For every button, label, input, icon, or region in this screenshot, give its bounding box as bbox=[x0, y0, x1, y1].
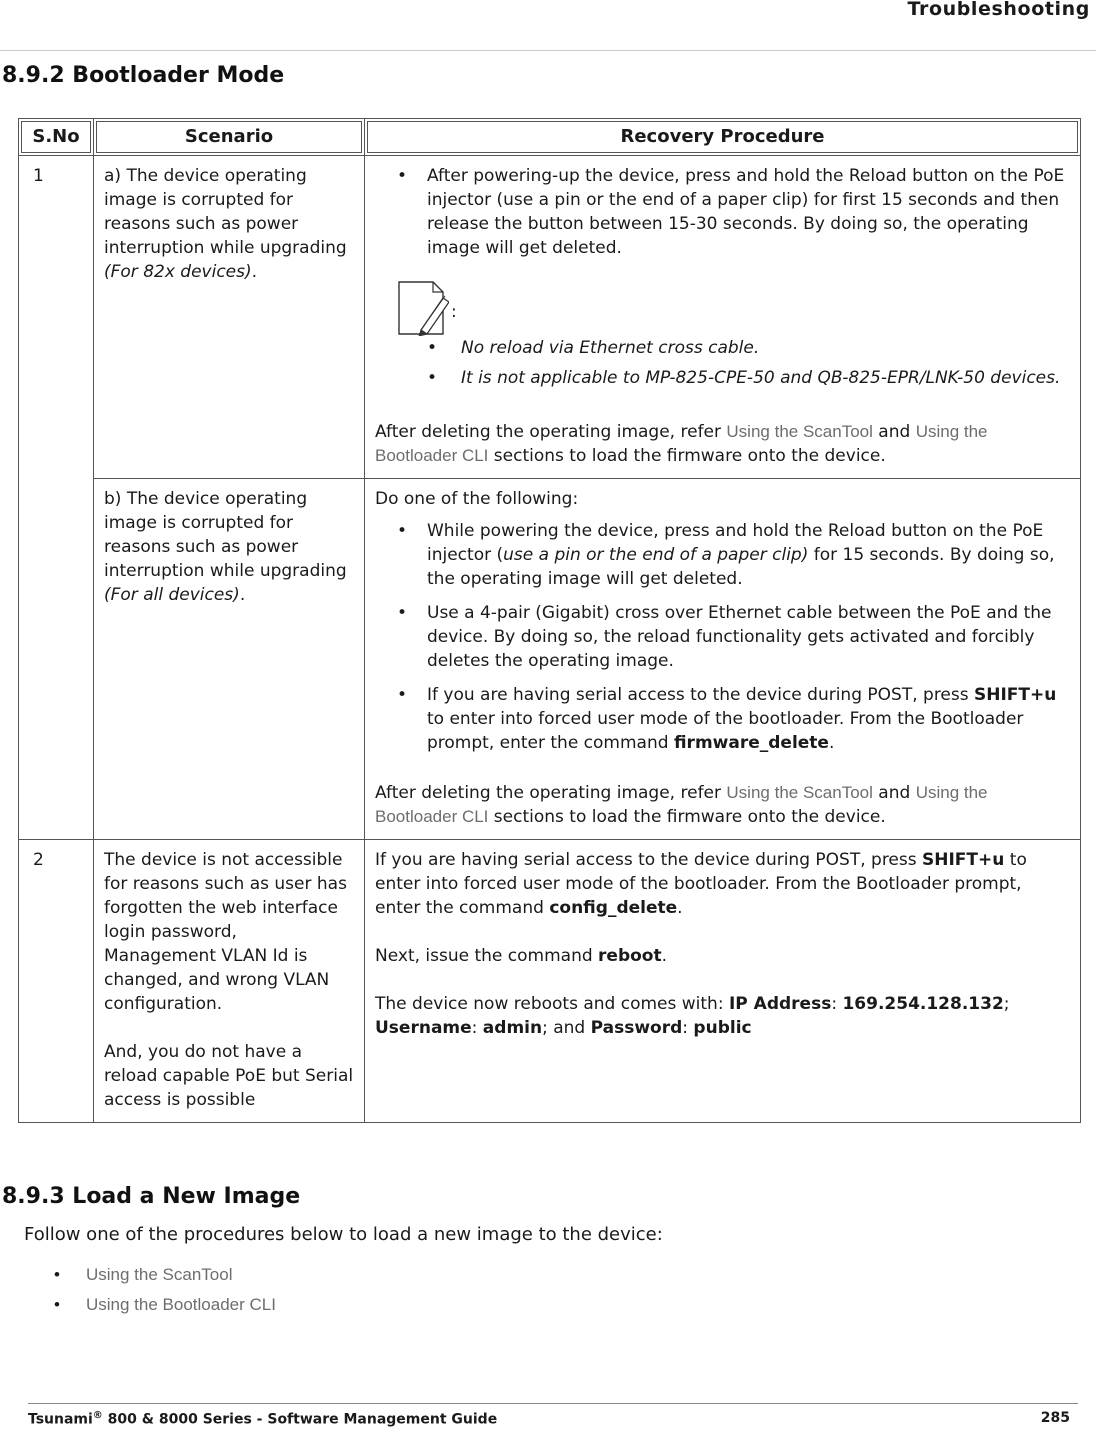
scenario-text: And, you do not have a reload capable PoE but Serial access is possible bbox=[104, 1042, 354, 1110]
text: : bbox=[831, 994, 843, 1014]
text: . bbox=[661, 946, 668, 966]
username-value: admin bbox=[482, 1018, 543, 1038]
footer-title bbox=[28, 1410, 497, 1428]
note-item: • No reload via Ethernet cross cable. bbox=[375, 336, 1070, 360]
item-text: While powering the device, press and hold the Reload button on the PoE injector ( bbox=[427, 521, 1044, 565]
scenario-scope: (For all devices) bbox=[104, 585, 240, 605]
scenario-end: . bbox=[239, 585, 246, 605]
password-value: public bbox=[693, 1018, 752, 1038]
chapter-header: Troubleshooting bbox=[907, 0, 1090, 20]
table-header-row bbox=[19, 119, 1081, 156]
scenario-cell bbox=[94, 840, 365, 1123]
link-using-bootloader-cli[interactable]: Using the Bootloader CLI bbox=[375, 783, 988, 826]
procedure-cell bbox=[365, 479, 1081, 840]
procedure-list bbox=[375, 519, 1070, 755]
after-delete-text bbox=[375, 420, 1070, 468]
ip-label: IP Address bbox=[728, 994, 832, 1014]
after-prefix: After deleting the operating image, refer bbox=[375, 783, 727, 803]
note-pencil-icon bbox=[395, 280, 449, 343]
key-combo: SHIFT+u bbox=[974, 685, 1057, 705]
scenario-text: b) The device operating image is corrupted for reasons such as power interruption while upgrading bbox=[104, 489, 347, 581]
col-header-procedure: Recovery Procedure bbox=[365, 119, 1081, 156]
col-header-sno: S.No bbox=[19, 119, 94, 156]
item-text: for 15 seconds. By doing so, the operating image will get deleted. bbox=[427, 545, 1055, 589]
header-divider bbox=[0, 50, 1096, 51]
text: If you are having serial access to the device during POST, press bbox=[375, 850, 923, 870]
note-item: • It is not applicable to MP-825-CPE-50 and QB-825-EPR/LNK-50 devices. bbox=[375, 366, 1070, 390]
recovery-table bbox=[18, 118, 1081, 1123]
list-item bbox=[375, 683, 1070, 755]
password-label: Password bbox=[590, 1018, 683, 1038]
text: . bbox=[677, 898, 683, 918]
list-item: • After powering-up the device, press and hold the Reload button on the PoE injector (use a pin or the end of a paper clip) for first 15 seconds and then release the button between 15-30 seconds. By doing so, the operating image will get deleted. bbox=[375, 164, 1070, 260]
command-name: firmware_delete bbox=[673, 733, 829, 753]
after-suffix: sections to load the firmware onto the device. bbox=[488, 807, 886, 827]
scenario-text: The device is not accessible for reasons such as user has forgotten the web interface login password, Management VLAN Id is changed, and wrong VLAN configuration. bbox=[104, 850, 347, 1014]
item-text: . bbox=[828, 733, 835, 753]
note-list bbox=[375, 336, 1070, 390]
sno-cell: 1 bbox=[19, 156, 94, 840]
procedure-cell bbox=[365, 156, 1081, 479]
item-italic: use a pin or the end of a paper clip) bbox=[503, 545, 809, 565]
procedure-text bbox=[375, 992, 1070, 1040]
text: to enter into forced user mode of the bootloader. From the Bootloader prompt, enter the command bbox=[375, 850, 1027, 918]
and-text: and bbox=[872, 422, 916, 442]
footer-divider bbox=[28, 1403, 1078, 1404]
after-delete-text bbox=[375, 781, 1070, 829]
scenario-text: a) The device operating image is corrupted for reasons such as power interruption while upgrading bbox=[104, 166, 347, 258]
key-combo: SHIFT+u bbox=[922, 850, 1005, 870]
and-text: and bbox=[872, 783, 916, 803]
section-title-bootloader: 8.9.2 Bootloader Mode bbox=[2, 63, 285, 88]
link-using-bootloader-cli[interactable]: Using the Bootloader CLI bbox=[375, 422, 988, 465]
link-using-scantool[interactable]: Using the ScanTool bbox=[86, 1265, 233, 1284]
item-text: If you are having serial access to the device during POST, press bbox=[427, 685, 975, 705]
procedure-cell bbox=[365, 840, 1081, 1123]
link-using-scantool[interactable]: Using the ScanTool bbox=[726, 783, 873, 802]
section-intro: Follow one of the procedures below to load a new image to the device: bbox=[24, 1224, 663, 1245]
scenario-end: . bbox=[251, 262, 258, 282]
list-item: • Use a 4-pair (Gigabit) cross over Ethernet cable between the PoE and the device. By doing so, the reload functionality gets activated and forcibly deletes the operating image. bbox=[375, 601, 1070, 673]
footer-guide-name: 800 & 8000 Series - Software Management Guide bbox=[102, 1411, 498, 1428]
bullet: • bbox=[54, 1265, 60, 1284]
procedure-list bbox=[375, 164, 1070, 260]
table-row bbox=[19, 156, 1081, 479]
bullet: • bbox=[54, 1295, 60, 1314]
note-colon: : bbox=[451, 302, 457, 322]
registered-mark: ® bbox=[92, 1410, 103, 1421]
table-row bbox=[19, 840, 1081, 1123]
scenario-cell bbox=[94, 156, 365, 479]
ip-value: 169.254.128.132 bbox=[842, 994, 1004, 1014]
after-suffix: sections to load the firmware onto the device. bbox=[488, 446, 886, 466]
username-label: Username bbox=[375, 1018, 472, 1038]
link-using-bootloader-cli[interactable]: Using the Bootloader CLI bbox=[86, 1295, 276, 1314]
table-row bbox=[19, 479, 1081, 840]
text: ; bbox=[1003, 994, 1010, 1014]
link-using-scantool[interactable]: Using the ScanTool bbox=[726, 422, 873, 441]
scenario-scope: (For 82x devices) bbox=[104, 262, 252, 282]
item-text: to enter into forced user mode of the bootloader. From the Bootloader prompt, enter the command bbox=[427, 709, 1024, 753]
page-number: 285 bbox=[1040, 1410, 1070, 1426]
text: The device now reboots and comes with: bbox=[375, 994, 729, 1014]
text: : bbox=[682, 1018, 694, 1038]
procedure-text bbox=[375, 944, 1070, 968]
footer-brand: Tsunami bbox=[28, 1411, 93, 1428]
procedure-intro: Do one of the following: bbox=[375, 489, 579, 509]
text: ; and bbox=[542, 1018, 591, 1038]
col-header-scenario: Scenario bbox=[94, 119, 365, 156]
after-prefix: After deleting the operating image, refer bbox=[375, 422, 727, 442]
note-block bbox=[395, 280, 1070, 336]
procedure-text bbox=[375, 848, 1070, 920]
text: Next, issue the command bbox=[375, 946, 599, 966]
command-name: config_delete bbox=[549, 898, 678, 918]
section-title-load-image: 8.9.3 Load a New Image bbox=[2, 1184, 301, 1209]
command-name: reboot bbox=[598, 946, 662, 966]
text: : bbox=[471, 1018, 483, 1038]
sno-cell: 2 bbox=[19, 840, 94, 1123]
list-item bbox=[375, 519, 1070, 591]
scenario-cell bbox=[94, 479, 365, 840]
